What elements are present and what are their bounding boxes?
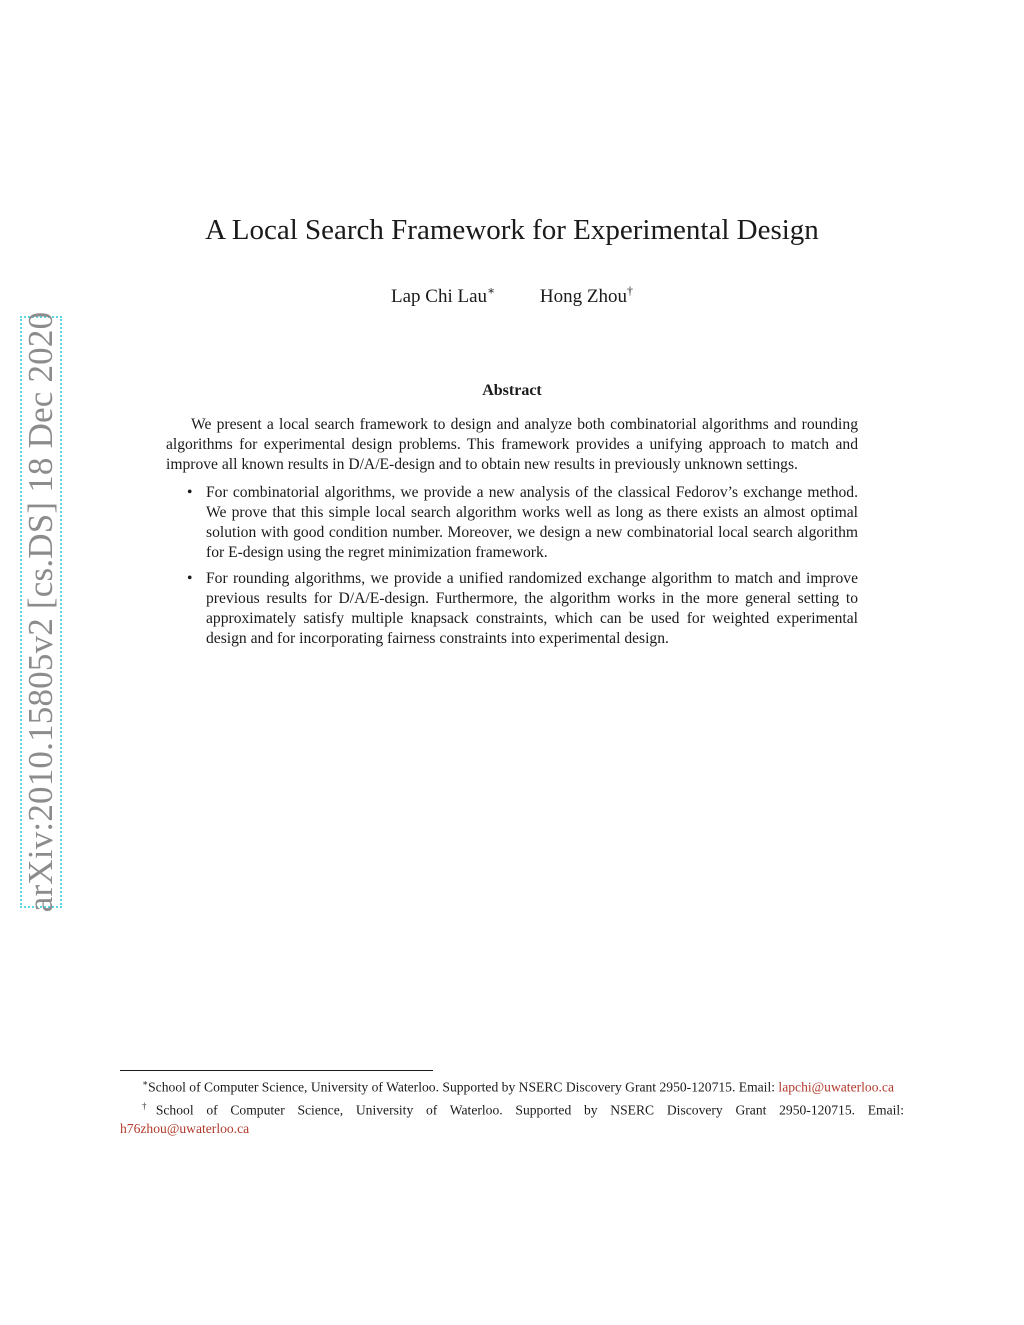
paper-title: A Local Search Framework for Experimental Design xyxy=(205,214,819,246)
footnote-2-mark: † xyxy=(142,1101,156,1112)
arxiv-stamp-text: arXiv:2010.15805v2 [cs.DS] 18 Dec 2020 xyxy=(21,311,60,913)
abstract-bullet-text-2: For rounding algorithms, we provide a unified randomized exchange algorithm to match and improve previous results for D/A/E-design. Furthermore, the algorithm works in the more general setting to approximately satisfy multiple knapsack constraints, which can be used for weighted experimental design and for incorporating fairness constraints into experimental design. xyxy=(206,570,858,647)
author-1-name: Lap Chi Lau xyxy=(390,286,488,308)
abstract-intro: We present a local search framework to design and analyze both combinatorial algorithms and rounding algorithms for experimental design problems. This framework provides a unifying approach to match and improve all known results in D/A/E-design and to obtain new results in previously unknown settings. xyxy=(166,416,858,473)
footnote-rule xyxy=(120,1070,433,1071)
author-2 xyxy=(540,286,633,307)
abstract-bullet-item xyxy=(166,483,858,563)
abstract-bullet-text-1: For combinatorial algorithms, we provide a new analysis of the classical Fedorov’s exchange method. We prove that this simple local search algorithm works well as long as there exists an almost optimal solution with good condition number. Moreover, we design a new combinatorial local search algorithm for E-design using the regret minimization framework. xyxy=(206,484,858,561)
email-link-h76zhou[interactable]: h76zhou@uwaterloo.ca xyxy=(120,1121,250,1137)
abstract-bullet-item xyxy=(166,569,858,649)
author-2-mark[interactable]: † xyxy=(627,284,633,298)
arxiv-stamp xyxy=(20,311,62,913)
footnote-1-text: School of Computer Science, University of Waterloo. Supported by NSERC Discovery Grant 2950-120715. Email: xyxy=(148,1079,779,1095)
footnote-2 xyxy=(120,1097,904,1139)
bullet-icon: • xyxy=(187,484,193,501)
footnote-2-text: School of Computer Science, University of Waterloo. Supported by NSERC Discovery Grant 2950-120715. Email: xyxy=(155,1102,904,1118)
email-link-lapchi[interactable]: lapchi@uwaterloo.ca xyxy=(778,1079,894,1095)
author-2-name: Hong Zhou xyxy=(539,286,627,308)
abstract-body xyxy=(166,415,858,655)
footnote-1 xyxy=(120,1074,904,1097)
footnotes xyxy=(120,1074,904,1139)
author-list xyxy=(0,284,1024,308)
abstract-heading: Abstract xyxy=(482,382,542,399)
author-1-mark[interactable]: ∗ xyxy=(487,284,496,298)
abstract-bullet-list xyxy=(166,483,858,649)
footnote-1-mark: ∗ xyxy=(142,1078,149,1088)
author-1 xyxy=(391,286,495,307)
bullet-icon: • xyxy=(187,570,193,587)
